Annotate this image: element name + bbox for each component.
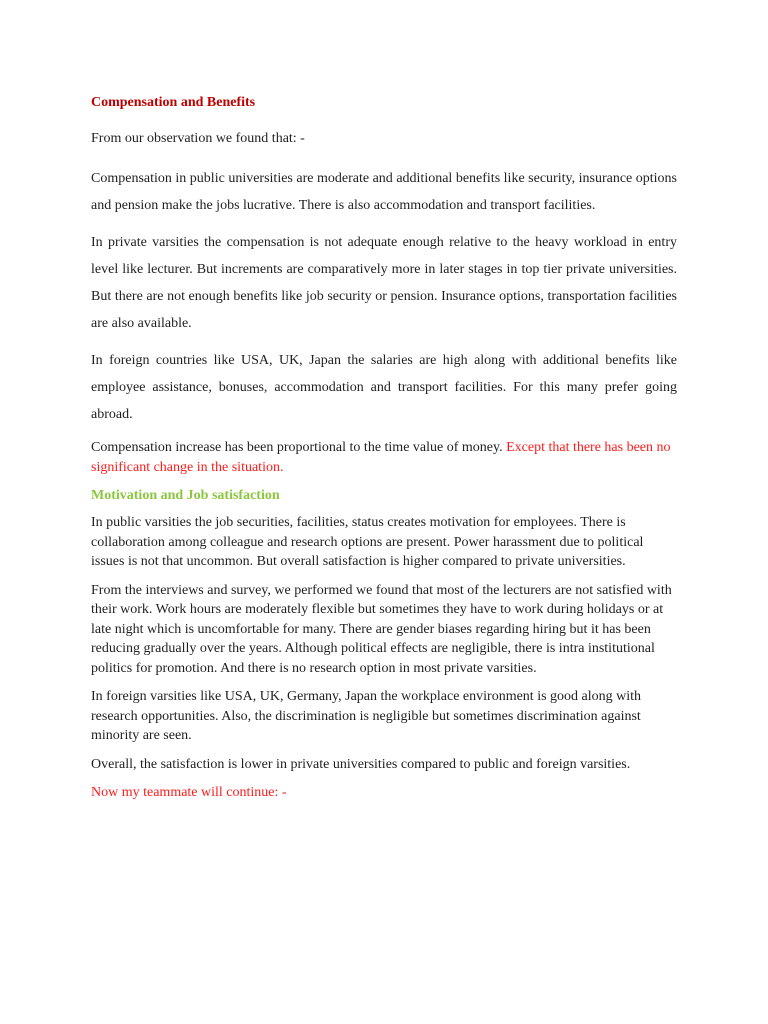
paragraph-overall-satisfaction: Overall, the satisfaction is lower in private universities compared to public and foreign varsities. (91, 756, 631, 772)
paragraph-private-compensation: In private varsities the compensation is not adequate enough relative to the heavy workload in entry level like lecturer. But increments are comparatively more in later stages in top tier private universities. But there are not enough benefits like job security or pension. Insurance options, transportation facilities are also available. (91, 235, 677, 331)
paragraph-public-compensation: Compensation in public universities are moderate and additional benefits like security, insurance options and pension make the jobs lucrative. There is also accommodation and transport facilities. (91, 171, 677, 213)
closing-highlight-text: Except that there has been no significant change in the situation. (91, 440, 671, 475)
closing-plain-text: Compensation increase has been proportional to the time value of money. (91, 440, 507, 455)
section-heading-compensation: Compensation and Benefits (91, 95, 256, 110)
section-heading-motivation: Motivation and Job satisfaction (91, 488, 280, 503)
paragraph-foreign-compensation: In foreign countries like USA, UK, Japan the salaries are high along with additional benefits like employee assistance, bonuses, accommodation and transport facilities. For this many prefer going abroad. (91, 353, 677, 422)
paragraph-foreign-workplace: In foreign varsities like USA, UK, Germany, Japan the workplace environment is good along with research opportunities. Also, the discrimination is negligible but sometimes discrimination against minority are seen. (91, 689, 642, 743)
closing-line: Now my teammate will continue: - (91, 785, 287, 800)
intro-paragraph: From our observation we found that: - (91, 131, 305, 146)
paragraph-public-motivation: In public varsities the job securities, facilities, status creates motivation for employees. There is collaboration among colleague and research options are present. Power harassment due to political issues is not that uncommon. But overall satisfaction is higher compared to private universities. (91, 515, 644, 569)
document-page (91, 88, 677, 812)
paragraph-compensation-increase (91, 438, 677, 477)
paragraph-private-satisfaction: From the interviews and survey, we performed we found that most of the lecturers are not satisfied with their work. Work hours are moderately flexible but sometimes they have to work during holidays or at late night which is uncomfortable for many. There are gender biases regarding hiring but it has been reducing gradually over the years. Although political effects are negligible, there is intra institutional politics for promotion. And there is no research option in most private varsities. (91, 582, 672, 676)
